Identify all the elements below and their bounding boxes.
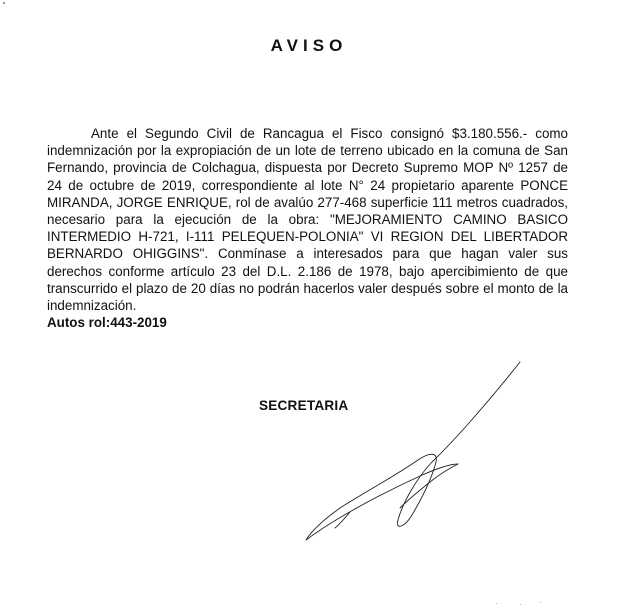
signature-stroke [397, 362, 520, 526]
case-roll-number: Autos rol:443-2019 [47, 315, 167, 331]
scan-speck [540, 602, 541, 603]
signature-stroke [400, 464, 458, 508]
notice-paragraph: Ante el Segundo Civil de Rancagua el Fisco consignó $3.180.556.- como indemnización por la expropiación de un lote de terreno ubicado en la comuna de San Fernando, provincia de Colchagua, dispuesta por Decreto Supremo MOP Nº 1257 de 24 de octubre de 2019, correspondiente al lote N° 24 propietario aparente PONCE MIRANDA, JORGE ENRIQUE, rol de avalúo 277-468 superficie 111 metros cuadrados, necesario para la ejecución de la obra: "MEJORAMIENTO CAMINO BASICO INTERMEDIO H-721, I-111 PELEQUEN-POLONIA" VI REGION DEL LIBERTADOR BERNARDO OHIGGINS". Conmínase a interesados para que hagan valer sus derechos conforme artículo 23 del D.L. 2.186 de 1978, bajo apercibimiento de que transcurrido el plazo de 20 días no podrán hacerlos valer después sobre el monto de la indemnización. [47, 126, 568, 314]
signature-stroke [335, 512, 350, 528]
notice-title: AVISO [270, 36, 348, 55]
signatory-title: SECRETARIA [259, 398, 349, 413]
signature-stroke [306, 460, 458, 540]
scan-speck [520, 604, 521, 605]
scan-speck [496, 603, 497, 604]
